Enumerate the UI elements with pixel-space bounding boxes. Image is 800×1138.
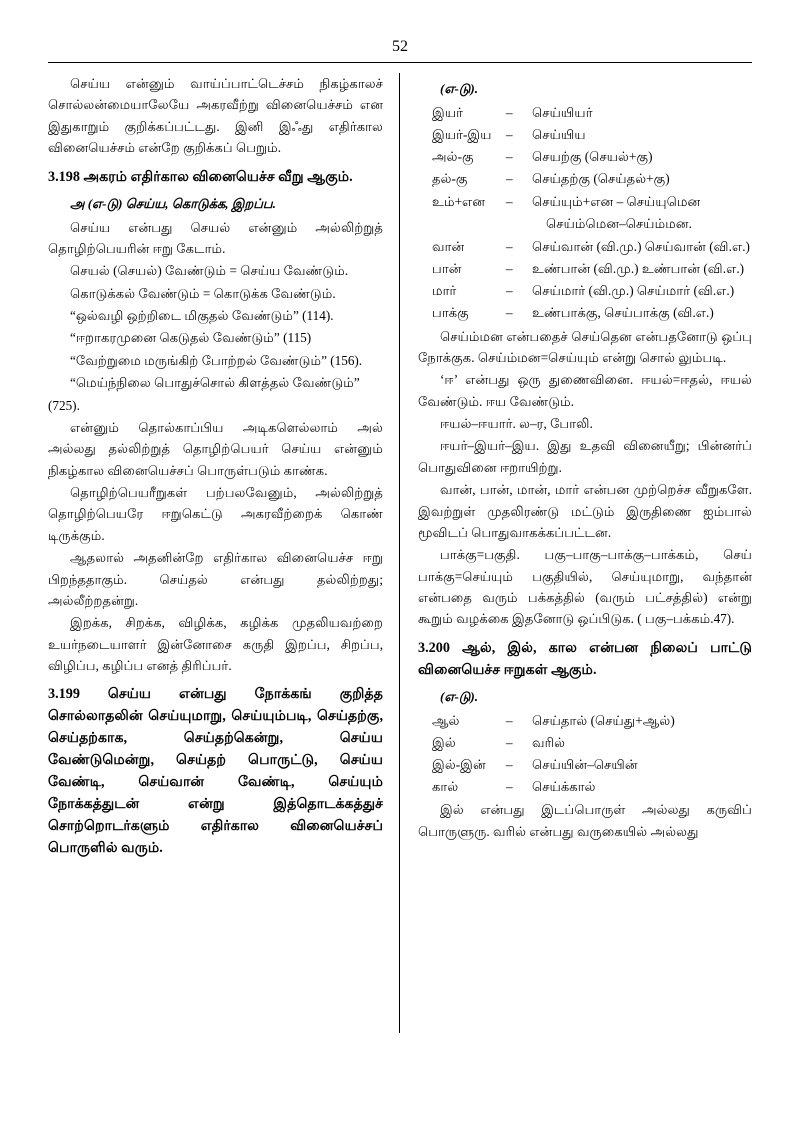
document-page	[0, 38, 800, 1138]
quotation: “மெய்ந்நிலை பொதுச்சொல் கிளத்தல் வேண்டும்”	[70, 375, 360, 391]
section-heading-3-200: 3.200 ஆல், இல், கால என்பன நிலைப் பாட்டு வினையெச்ச ஈறுகள் ஆகும்.	[418, 639, 752, 678]
left-column	[48, 73, 400, 1033]
example-gloss: செய்க்கால்	[532, 779, 596, 795]
example-term: மார்	[432, 283, 457, 299]
example-term: வான்	[432, 239, 465, 255]
example-term: இல்-இன்	[432, 757, 486, 773]
example-gloss: வரில்	[532, 734, 566, 750]
list-item	[418, 754, 752, 775]
paragraph: கொடுக்கல் வேண்டும் = கொடுக்க வேண்டும்.	[70, 285, 336, 301]
example-dash: –	[506, 127, 513, 143]
example-dash: –	[506, 283, 513, 299]
example-term: உம்+என	[432, 193, 486, 209]
list-item	[418, 302, 752, 323]
list-item	[418, 776, 752, 797]
example-gloss: உண்பாக்கு, செய்பாக்கு (வி.எ.)	[532, 305, 714, 321]
right-column	[400, 73, 752, 1033]
example-dash: –	[506, 757, 513, 773]
example-gloss: செய்யின்–செயின்	[532, 757, 638, 773]
example-gloss: செய்யும்+என – செய்யுமென	[532, 193, 701, 209]
two-column-body	[48, 73, 752, 1033]
example-term: ஆல்	[432, 712, 460, 728]
list-item	[418, 258, 752, 279]
example-dash: –	[506, 149, 513, 165]
example-dash: –	[506, 105, 513, 121]
example-continuation: செய்ம்மென–செய்ம்மன.	[546, 215, 692, 231]
example-gloss: செய்யியர்	[532, 105, 593, 121]
example-term: இல்	[432, 734, 456, 750]
section-heading-3-199: 3.199 செய்ய என்பது நோக்கங் குறித்த சொல்லாதலின் செய்யுமாறு, செய்யும்படி, செய்தற்கு, செய்தற்காக, செய்தற்கென்று, செய்ய வேண்டுமென்று, செய்தற் பொருட்டு, செய்ய வேண்டி, செய்வான் வேண்டி, செய்யும் நோக்கத்துடன் என்று இத்தொடக்கத்துச் சொற்றொடர்களும் எதிர்கால வினையெச்சப் பொருளில் வரும்.	[48, 686, 383, 857]
example-term: இயர்	[432, 105, 464, 121]
page-number: 52	[392, 38, 408, 55]
example-gloss: செய்தால் (செய்து+ஆல்)	[532, 712, 675, 728]
example-dash: –	[506, 779, 513, 795]
paragraph: செய்ய என்பது செயல் என்னும் அல்லிற்றுத் தொழிற்பெயரின் ஈறு கேடாம்.	[48, 219, 383, 256]
paragraph: ‘ஈ’ என்பது ஒரு துணைவினை. ஈயல்=ஈதல், ஈயல் வேண்டும். ஈய வேண்டும்.	[418, 372, 752, 409]
example-dash: –	[506, 171, 513, 187]
paragraph: பாக்கு=பகுதி. பகு–பாகு–பாக்கு–பாக்கம், செய் பாக்கு=செய்யும் பகுதியில், செய்யுமாறு, வந்தான் என்பதை வரும் பக்கத்தில் (வரும் பட்சத்தில்) என்று கூறும் வழக்கை இதனோடு ஒப்பிடுக. ( பகு–பக்கம்.47).	[418, 547, 752, 627]
example-gloss: செய்தற்கு (செய்தல்+கு)	[532, 171, 670, 187]
example-term: தல்-கு	[432, 171, 468, 187]
example-term: பாக்கு	[432, 305, 469, 321]
paragraph: இறக்க, சிறக்க, விழிக்க, கழிக்க முதலியவற்றை உயர்நடையாளர் இன்னோசை கருதி இறப்ப, சிறப்ப, விழிப்ப, கழிப்ப எனத் திரிப்பர்.	[48, 615, 383, 674]
list-item	[418, 732, 752, 753]
header-rule	[48, 62, 752, 63]
quotation-reference: (725).	[48, 397, 80, 413]
example-label: (எ-டு).	[440, 688, 478, 704]
example-label: அ (எ-டு) செய்ய, கொடுக்க, இறப்ப.	[70, 195, 276, 211]
list-item	[418, 168, 752, 189]
paragraph: என்னும் தொல்காப்பிய அடிகளெல்லாம் அல் அல்லது தல்லிற்றுத் தொழிற்பெயர் செய்ய என்னும் நிகழ்கால வினையெச்சப் பொருள்படும் காண்க.	[48, 419, 383, 478]
example-list-bottom	[418, 710, 752, 798]
example-dash: –	[506, 712, 513, 728]
paragraph: ஈயர்–இயர்–இய. இது உதவி வினையீறு; பின்னர்ப் பொதுவினை ஈறாயிற்று.	[418, 438, 752, 475]
quotation: “ஈறாகரமுனை கெடுதல் வேண்டும்” (115)	[70, 330, 312, 346]
example-gloss: செயற்கு (செயல்+கு)	[532, 149, 653, 165]
list-item	[418, 191, 752, 212]
example-dash: –	[506, 193, 513, 209]
paragraph: செய்ய என்னும் வாய்ப்பாட்டெச்சம் நிகழ்காலச் சொல்லன்மையாலேயே அகரவீற்று வினையெச்சம் என இதுகாறும் குறிக்கப்பட்டது. இனி இஃது எதிர்கால வினையெச்சம் என்றே குறிக்கப் பெறும்.	[48, 76, 383, 156]
example-term: அல்-கு	[432, 149, 474, 165]
section-heading-3-198: 3.198 அகரம் எதிர்கால வினையெச்ச வீறு ஆகும்.	[48, 168, 353, 185]
list-item	[418, 102, 752, 123]
example-term: பான்	[432, 261, 462, 277]
paragraph: தொழிற்பெயரீறுகள் பற்பலவேனும், அல்லிற்றுத் தொழிற்பெயரே ஈறுகெட்டு அகரவீற்றைக் கொண் டிருக்கும்.	[48, 485, 383, 543]
example-term: கால்	[432, 779, 459, 795]
paragraph: செய்ம்மன என்பதைச் செய்தென என்பதனோடு ஒப்பு நோக்குக. செய்ம்மன=செய்யும் என்று சொல் லும்படி.	[418, 328, 752, 365]
list-item	[418, 710, 752, 731]
quotation: “ஒல்வழி ஒற்றிடை மிகுதல் வேண்டும்” (114).	[70, 308, 334, 324]
example-gloss: செய்வான் (வி.மு.) செய்வான் (வி.எ.)	[532, 239, 750, 255]
list-item	[418, 124, 752, 145]
example-gloss: செய்மார் (வி.மு.) செய்மார் (வி.எ.)	[532, 283, 735, 299]
example-dash: –	[506, 305, 513, 321]
example-list-mid	[418, 236, 752, 324]
list-item	[418, 280, 752, 301]
paragraph: வான், பான், மான், மார் என்பன முற்றெச்ச வீறுகளே. இவற்றுள் முதலிரண்டு மட்டும் இருதிணை ஐம்பால் மூவிடப் பொதுவாகக்கப்பட்டன.	[418, 482, 752, 540]
example-dash: –	[506, 734, 513, 750]
example-dash: –	[506, 261, 513, 277]
example-dash: –	[506, 239, 513, 255]
paragraph: செயல் (செயல்) வேண்டும் = செய்ய வேண்டும்.	[70, 263, 349, 279]
list-item	[418, 146, 752, 167]
quotation: “வேற்றுமை மருங்கிற் போற்றல் வேண்டும்” (156).	[70, 352, 363, 368]
example-gloss: செய்யிய	[532, 127, 586, 143]
example-list-top	[418, 102, 752, 234]
paragraph: ஆதலால் அதனின்றே எதிர்கால வினையெச்ச ஈறு பிறந்ததாகும். செய்தல் என்பது தல்லிற்றது; அல்லீற்றதன்று.	[48, 550, 383, 608]
example-term: இயர்-இய	[432, 127, 492, 143]
paragraph: இல் என்பது இடப்பொருள் அல்லது கருவிப் பொருளுரு. வரில் என்பது வருகையில் அல்லது	[418, 802, 752, 839]
paragraph: ஈயல்–ஈயார். ல–ர, போலி.	[440, 416, 593, 432]
example-label: (எ-டு).	[440, 81, 478, 96]
list-item	[418, 236, 752, 257]
example-gloss: உண்பான் (வி.மு.) உண்பான் (வி.எ.)	[532, 261, 745, 277]
